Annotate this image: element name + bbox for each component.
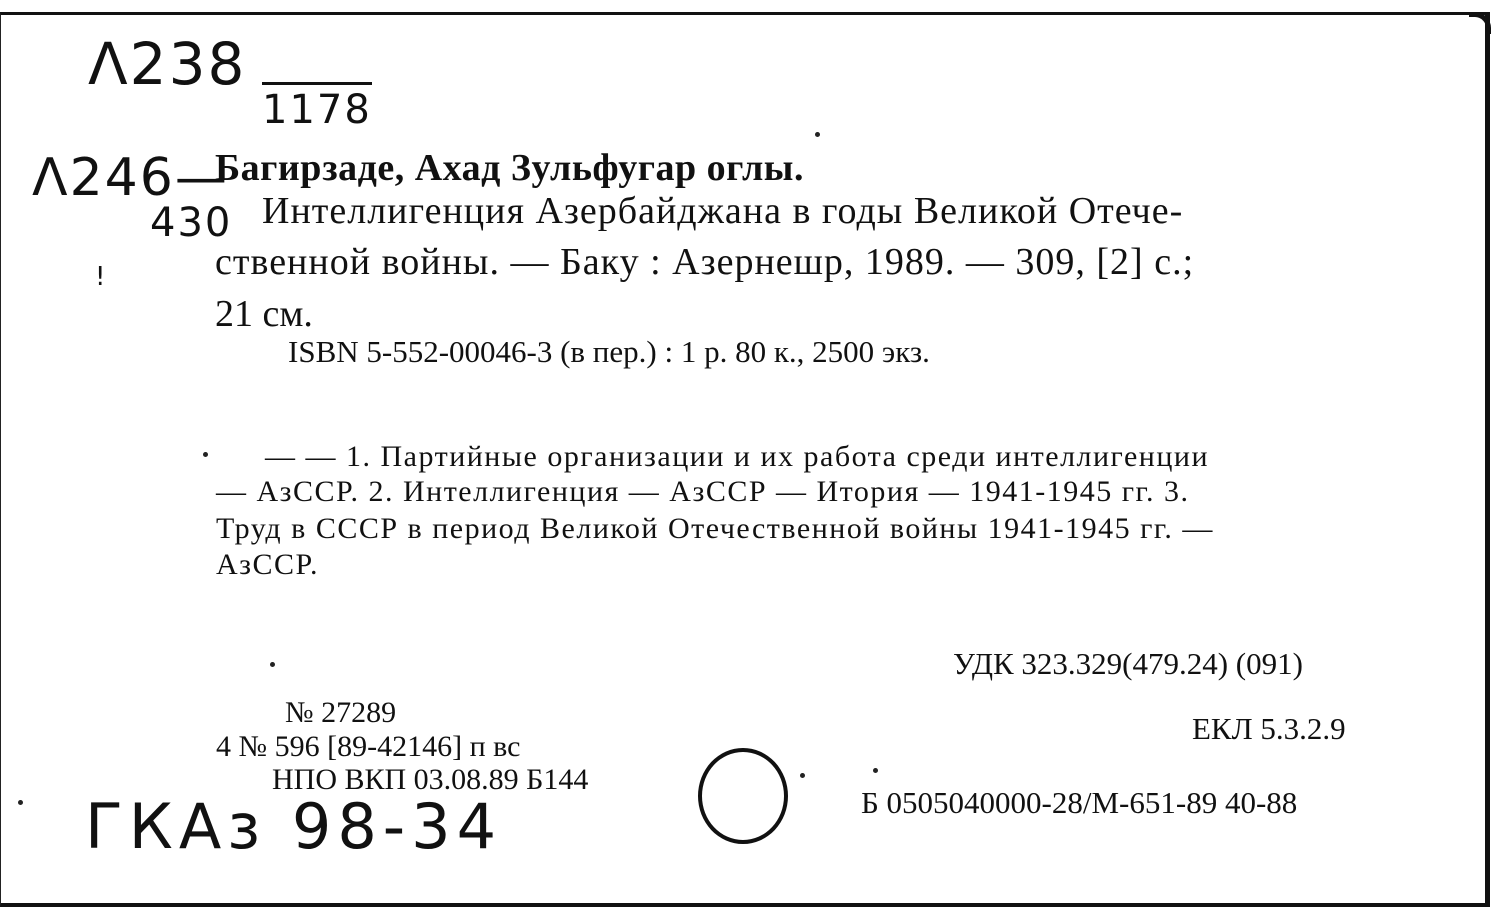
handwritten-left-number: Λ246— xyxy=(32,148,229,208)
handwritten-top-fraction: 1178 xyxy=(262,82,372,133)
entry-title-line2: ственной войны. — Баку : Азернешр, 1989. — 309, [2] с.; xyxy=(215,241,1195,283)
subject-line: Труд в СССР в период Великой Отечественной войны 1941-1945 гг. — xyxy=(216,512,1214,545)
entry-title-line3: 21 см. xyxy=(215,293,313,335)
subject-line: — АзССР. 2. Интеллигенция — АзССР — Итория — 1941-1945 гг. 3. xyxy=(216,475,1190,508)
handwritten-left-mark: ! xyxy=(95,262,108,292)
handwritten-bottom-stamp: ГКАз 98-34 xyxy=(85,790,503,863)
stamp-circle xyxy=(698,748,788,844)
entry-author: Багирзаде, Ахад Зульфугар оглы. xyxy=(215,147,804,189)
speck xyxy=(18,800,23,805)
entry-isbn: ISBN 5-552-00046-3 (в пер.) : 1 р. 80 к., 2500 экз. xyxy=(288,334,930,369)
subject-line: — — 1. Партийные организации и их работа среди интеллигенции xyxy=(265,440,1210,473)
printing-info: НПО ВКП 03.08.89 Б144 xyxy=(272,763,589,796)
subject-line: АзССР. xyxy=(216,548,319,581)
udk-code: УДК 323.329(479.24) (091) xyxy=(953,646,1303,681)
speck xyxy=(873,768,878,773)
speck xyxy=(203,452,208,457)
entry-title-line1: Интеллигенция Азербайджана в годы Великой Отече- xyxy=(262,190,1184,232)
speck xyxy=(815,132,820,137)
card-number: № 27289 xyxy=(285,696,397,729)
order-number: 4 № 596 [89-42146] п вс xyxy=(216,730,521,763)
ekl-code: ЕКЛ 5.3.2.9 xyxy=(1192,711,1346,746)
speck xyxy=(800,773,805,778)
publisher-code: Б 0505040000-28/М-651-89 40-88 xyxy=(861,785,1298,820)
handwritten-left-fraction: 430 xyxy=(150,200,233,246)
speck xyxy=(270,662,275,667)
handwritten-top-number: Λ238 xyxy=(88,30,247,98)
